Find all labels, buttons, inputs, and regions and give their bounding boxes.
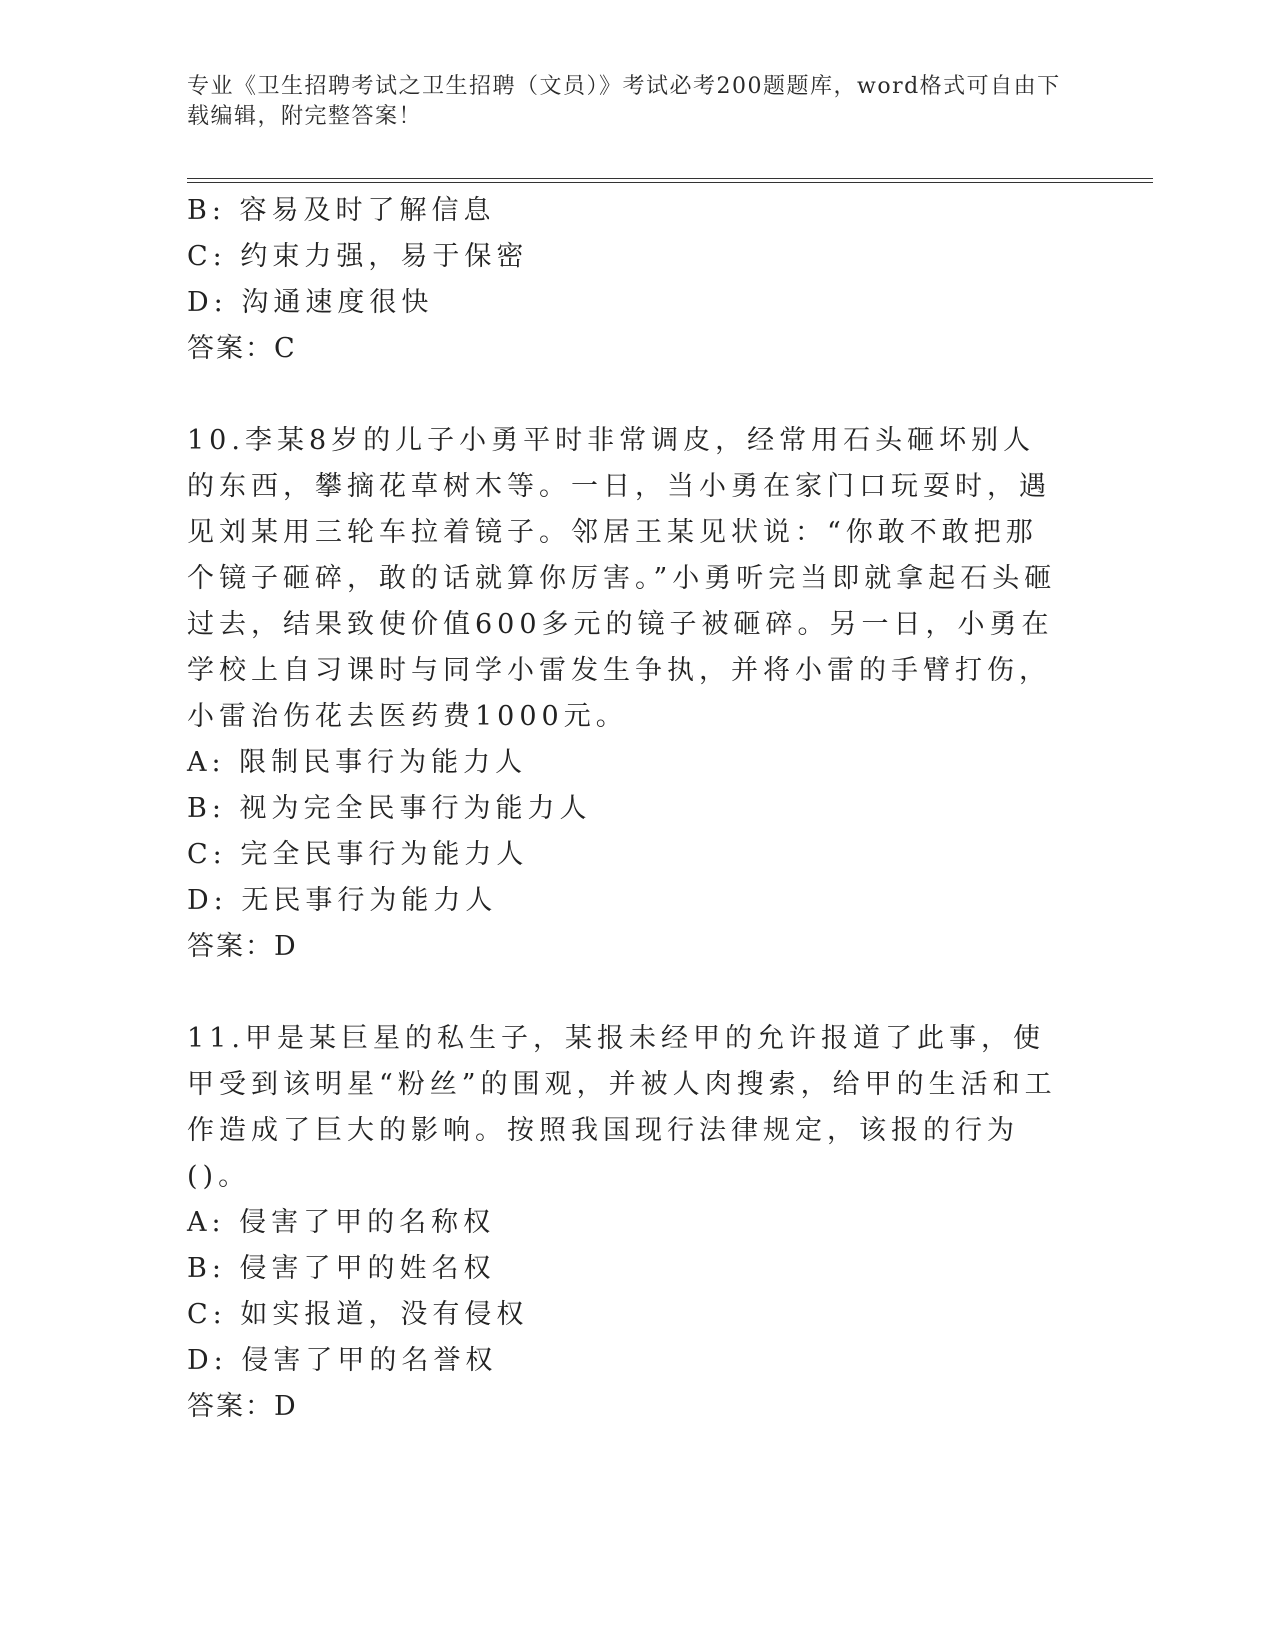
option-d: D: 沟通速度很快 bbox=[187, 287, 434, 318]
header-divider-bottom bbox=[187, 182, 1153, 183]
question-spacer bbox=[187, 372, 1067, 418]
answer-label: 答案：C bbox=[187, 333, 297, 364]
option-b: B: 视为完全民事行为能力人 bbox=[187, 793, 592, 824]
option-b: B: 容易及时了解信息 bbox=[187, 195, 496, 226]
question-10 bbox=[187, 418, 1067, 970]
option-c: C: 完全民事行为能力人 bbox=[187, 839, 529, 870]
question-spacer bbox=[187, 970, 1067, 1016]
question-stem: 11.甲是某巨星的私生子，某报未经甲的允许报道了此事，使甲受到该明星“粉丝”的围观，并被人肉搜索，给甲的生活和工作造成了巨大的影响。按照我国现行法律规定，该报的行为()。 bbox=[187, 1023, 1057, 1192]
option-b: B: 侵害了甲的姓名权 bbox=[187, 1253, 496, 1284]
option-d: D: 无民事行为能力人 bbox=[187, 885, 498, 916]
question-11 bbox=[187, 1016, 1067, 1430]
option-c: C: 如实报道，没有侵权 bbox=[187, 1299, 529, 1330]
answer-label: 答案：D bbox=[187, 1391, 298, 1422]
option-a: A: 限制民事行为能力人 bbox=[187, 747, 528, 778]
answer-label: 答案：D bbox=[187, 931, 298, 962]
option-d: D: 侵害了甲的名誉权 bbox=[187, 1345, 498, 1376]
option-c: C: 约束力强，易于保密 bbox=[187, 241, 529, 272]
option-a: A: 侵害了甲的名称权 bbox=[187, 1207, 496, 1238]
header-divider-top bbox=[187, 178, 1153, 179]
question-9-continued bbox=[187, 188, 1067, 372]
question-content bbox=[187, 188, 1067, 1430]
question-stem: 10.李某8岁的儿子小勇平时非常调皮，经常用石头砸坏别人的东西，攀摘花草树木等。一日，当小勇在家门口玩耍时，遇见刘某用三轮车拉着镜子。邻居王某见状说：“你敢不敢把那个镜子砸碎，敢的话就算你厉害。”小勇听完当即就拿起石头砸过去，结果致使价值600多元的镜子被砸碎。另一日，小勇在学校上自习课时与同学小雷发生争执，并将小雷的手臂打伤，小雷治伤花去医药费1000元。 bbox=[187, 425, 1057, 732]
document-header: 专业《卫生招聘考试之卫生招聘（文员）》考试必考200题题库，word格式可自由下载编辑，附完整答案！ bbox=[187, 74, 1061, 129]
